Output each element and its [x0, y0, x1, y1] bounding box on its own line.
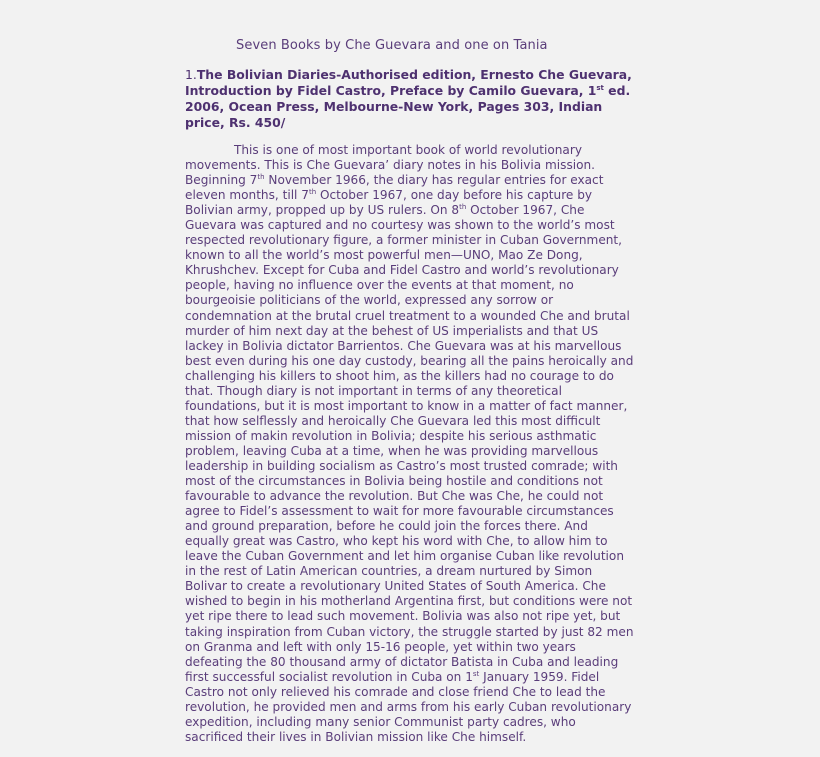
body-segment-4: October 1967, Che Guevara was captured and no courtesy was shown to the world’s most respected revolutionary figure, a former minister in Cuban Government, known to all the world’s most powerful men—UNO, Mao Ze Dong, Khrushchev. Except for Cuba and Fidel Castro and world’s revolutionary people, having no influence over the events at that moment, no bourgeoisie politicians of the world, expressed any sorrow or condemnation at the brutal cruel treatment to a wounded Che and brutal murder of him next day at the behest of US imperialists and that US lackey in Bolivia dictator Barrientos. Che Guevara was at his marvellous best even during his one day custody, bearing all the pains heroically and challenging his killers to shoot him, as the killers had no courage to do that. Though diary is not important in terms of any theoretical foundations, but it is most important to know in a matter of fact manner, that how selflessly and heroically Che Guevara led this most difficult mission of makin revolution in Bolivia; despite his serious asthmatic problem, leaving Cuba at a time, when he was providing marvellous leadership in building socialism as Castro’s most trusted comrade; with most of the circumstances in Bolivia being hostile and conditions not favourable to advance the revolution. But Che was Che, he could not agree to Fidel’s assessment to wait for more favourable circumstances and ground preparation, before he could join the forces there. And equally great was Castro, who kept his word with Che, to allow him to leave the Cuban Government and let him organise Cuban like revolution in the rest of Latin American countries, a dream nurtured by Simon Bolivar to create a revolutionary United States of South America. Che wished to begin in his motherland Argentina first, but conditions were not yet ripe there to lead such movement. Bolivia was also not ripe yet, but taking inspiration from Cuban victory, the struggle started by just 82 men on Granma and left with only 15-16 people, yet within two years defeating the 80 thousand army of dictator Batista in Cuba and leading first successful socialist revolution in Cuba on 1 — [185, 203, 634, 684]
entry-title-part1: The Bolivian Diaries-Authorised edition, Ernesto Che Guevara, Introduction by Fidel Castro, Preface by Camilo Guevara, 1 — [185, 67, 632, 98]
body-segment-1: This is one of most important book of world revolutionary movements. This is Che Guevara’ diary notes in his Bolivia mission. Beginning 7 — [185, 143, 596, 188]
document-heading: Seven Books by Che Guevara and one on Tania — [236, 38, 548, 53]
document-page — [185, 38, 635, 745]
entry-title-superscript: st — [596, 84, 604, 92]
body-superscript-4: st — [472, 669, 480, 678]
body-segment-3: October 1967, one day before his capture by Bolivian army, propped up by US rulers. On 8 — [185, 188, 593, 218]
book-entry-title — [185, 67, 635, 131]
entry-title-part2: ed. 2006, Ocean Press, Melbourne-New York, Pages 303, Indian price, Rs. 450/ — [185, 83, 631, 130]
body-segment-2: November 1966, the diary has regular entries for exact eleven months, till 7 — [185, 173, 604, 203]
body-segment-5: January 1959. Fidel Castro not only relieved his comrade and close friend Che to lead the revolution, he provided men and arms from his early Cuban revolutionary expedition, including many senior Communist party cadres, who sacrificed their lives in Bolivian mission like Che himself. — [185, 669, 632, 744]
body-superscript-1: th — [257, 173, 265, 182]
body-superscript-2: th — [308, 188, 317, 197]
entry-number: 1. — [185, 67, 197, 82]
body-superscript-3: th — [459, 203, 467, 212]
body-paragraph — [185, 143, 635, 745]
